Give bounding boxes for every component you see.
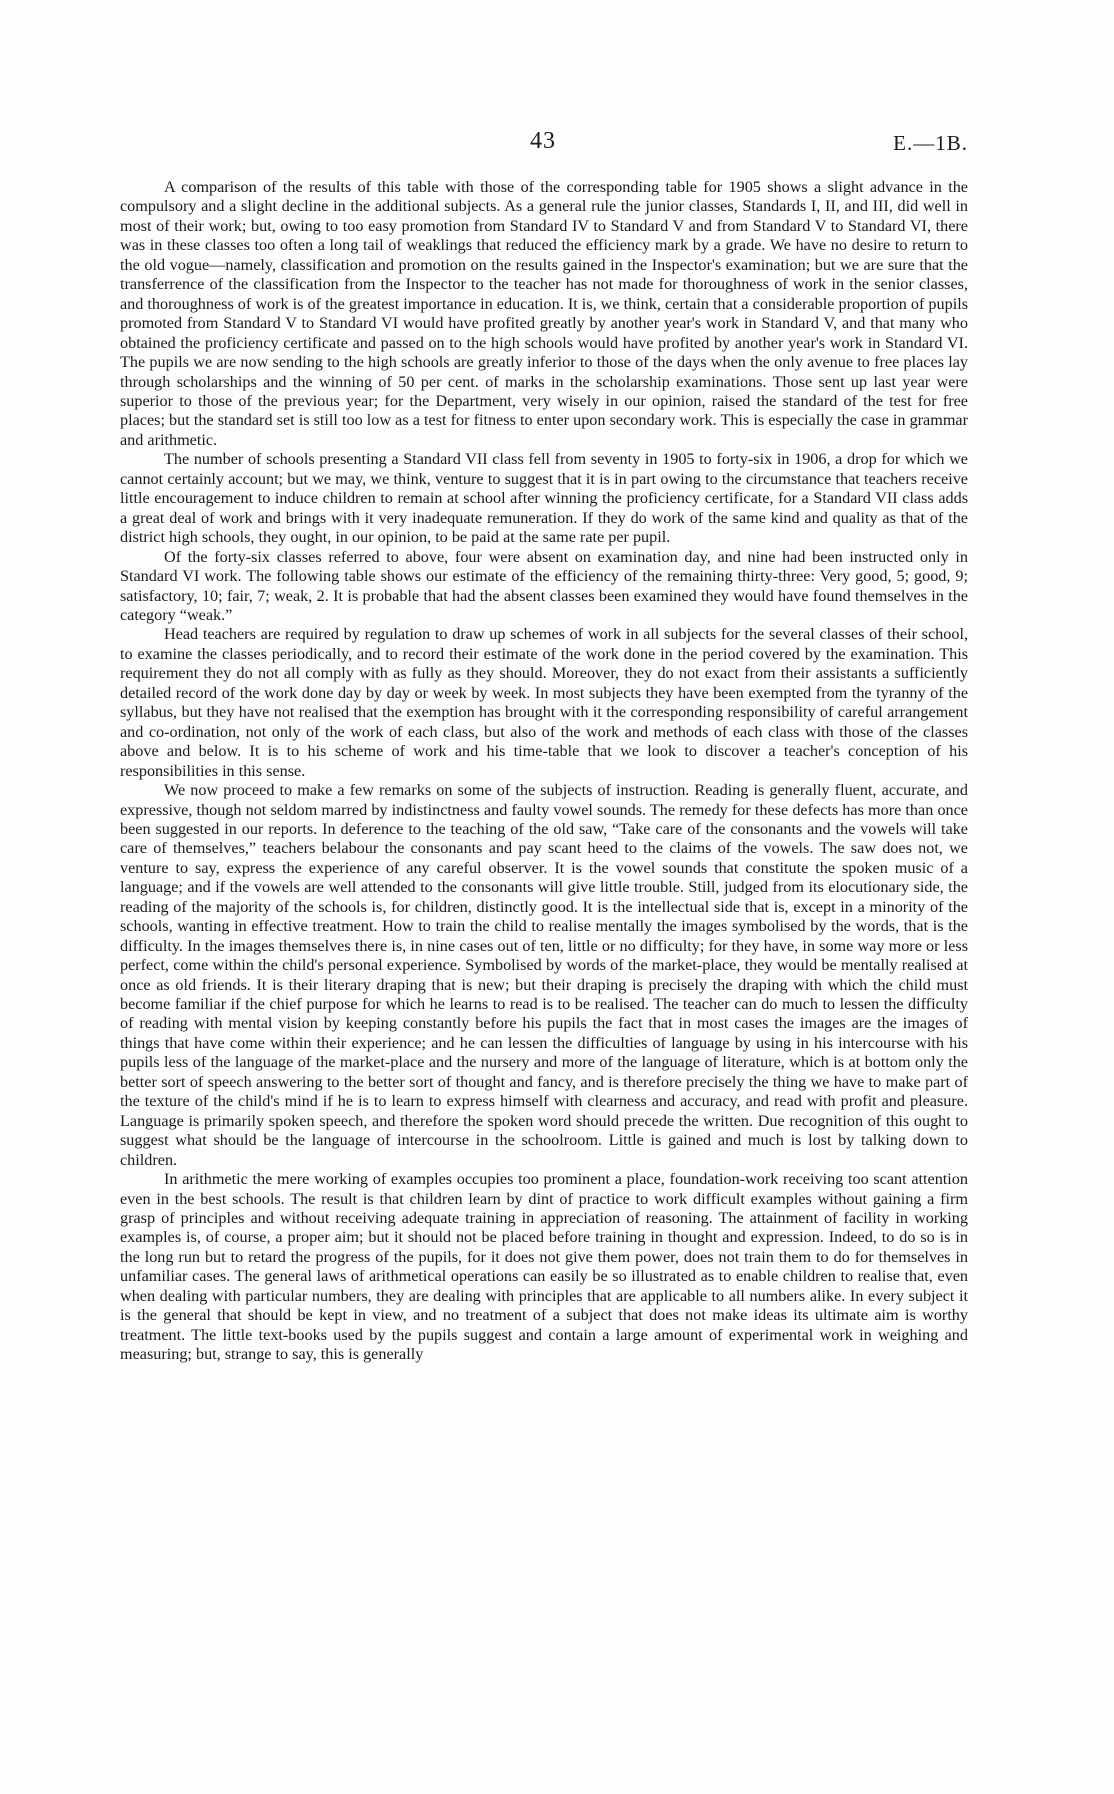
page-number: 43 [530, 128, 556, 154]
body-text [120, 178, 968, 1365]
paragraph-comparison: A comparison of the results of this table with those of the corresponding table for 1905 shows a slight advance in the compulsory and a slight decline in the additional subjects. As a general rule the junior classes, Standards I, II, and III, did well in most of their work; but, owing to too easy promotion from Standard IV to Standard V and from Standard V to Standard VI, there was in these classes too often a long tail of weaklings that reduced the efficiency mark by a grade. We have no desire to return to the old vogue—namely, classification and promotion on the results gained in the Inspector's examination; but we are sure that the transferrence of the classification from the Inspector to the teacher has not made for thoroughness of work in the senior classes, and thoroughness of work is of the greatest importance in education. It is, we think, certain that a considerable proportion of pupils promoted from Standard V to Standard VI would have profited greatly by another year's work in Standard V, and that many who obtained the proficiency certificate and passed on to the high schools would have profited by another year's work in Standard VI. The pupils we are now sending to the high schools are greatly inferior to those of the days when the only avenue to free places lay through scholarships and the winning of 50 per cent. of marks in the scholarship examinations. Those sent up last year were superior to those of the previous year; for the Department, very wisely in our opinion, raised the standard of the test for free places; but the standard set is still too low as a test for fitness to enter upon secondary work. This is especially the case in grammar and arithmetic. [120, 178, 968, 449]
document-reference: E.—1B. [893, 131, 968, 155]
paragraph-arithmetic: In arithmetic the mere working of examples occupies too prominent a place, foundation-work receiving too scant attention even in the best schools. The result is that children learn by dint of practice to work difficult examples without gaining a firm grasp of principles and without receiving adequate training in appreciation of reasoning. The attainment of facility in working examples is, of course, a proper aim; but it should not be placed before training in thought and expression. Indeed, to do so is in the long run but to retard the progress of the pupils, for it does not give them power, does not train them to do for themselves in unfamiliar cases. The general laws of arithmetical operations can easily be so illustrated as to enable children to realise that, even when dealing with particular numbers, they are dealing with principles that are applicable to all numbers alike. In every subject it is the general that should be kept in view, and no treatment of a subject that does not make ideas its ultimate aim is worthy treatment. The little text-books used by the pupils suggest and contain a large amount of experimental work in weighing and measuring; but, strange to say, this is generally [120, 1170, 968, 1364]
paragraph-reading: We now proceed to make a few remarks on some of the subjects of instruction. Reading is generally fluent, accurate, and expressive, though not seldom marred by indistinctness and faulty vowel sounds. The remedy for these defects has more than once been suggested in our reports. In deference to the teaching of the old saw, “Take care of the consonants and the vowels will take care of themselves,” teachers belabour the consonants and pay scant heed to the claims of the vowels. The saw does not, we venture to say, express the experience of any careful observer. It is the vowel sounds that constitute the spoken music of a language; and if the vowels are well attended to the consonants will give little trouble. Still, judged from its elocutionary side, the reading of the majority of the schools is, for children, distinctly good. It is the intellectual side that is, except in a minority of the schools, wanting in effective treatment. How to train the child to realise mentally the images symbolised by the words, that is the difficulty. In the images themselves there is, in nine cases out of ten, little or no difficulty; for they have, in some way more or less perfect, come within the child's personal experience. Symbolised by words of the market-place, they would be mentally realised at once as old friends. It is their literary draping that is new; but their draping is precisely the draping with which the child must become familiar if the chief purpose for which he learns to read is to be realised. The teacher can do much to lessen the difficulty of reading with mental vision by keeping constantly before his pupils the fact that in most cases the images are the images of things that have come within their experience; and he can lessen the difficulties of language by using in his intercourse with his pupils less of the language of the market-place and the nursery and more of the language of literature, which is at bottom only the better sort of speech answering to the better sort of thought and fancy, and is therefore precisely the thing we have to make part of the texture of the child's mind if he is to learn to express himself with clearness and accuracy, and read with profit and pleasure. Language is primarily spoken speech, and therefore the spoken word should precede the written. Due recognition of this ought to suggest what should be the language of intercourse in the schoolroom. Little is gained and much is lost by talking down to children. [120, 781, 968, 1169]
paragraph-head-teachers: Head teachers are required by regulation to draw up schemes of work in all subjects for the several classes of their school, to examine the classes periodically, and to record their estimate of the work done in the period covered by the examination. This requirement they do not all comply with as fully as they should. Moreover, they do not exact from their assistants a sufficiently detailed record of the work done day by day or week by week. In most subjects they have been exempted from the tyranny of the syllabus, but they have not realised that the exemption has brought with it the corresponding responsibility of careful arrangement and co-ordination, not only of the work of each class, but also of the work and methods of each class with those of the classes above and below. It is to his scheme of work and his time-table that we look to discover a teacher's conception of his responsibilities in this sense. [120, 625, 968, 780]
paragraph-classes-estimate: Of the forty-six classes referred to above, four were absent on examination day, and nine had been instructed only in Standard VI work. The following table shows our estimate of the efficiency of the remaining thirty-three: Very good, 5; good, 9; satisfactory, 10; fair, 7; weak, 2. It is probable that had the absent classes been examined they would have found themselves in the category “weak.” [120, 547, 968, 624]
paragraph-standard-vii: The number of schools presenting a Standard VII class fell from seventy in 1905 to forty-six in 1906, a drop for which we cannot certainly account; but we may, we think, venture to suggest that it is in part owing to the circumstance that teachers receive little encouragement to induce children to remain at school after winning the proficiency certificate, for a Standard VII class adds a great deal of work and brings with it very inadequate remuneration. If they do work of the same kind and quality as that of the district high schools, they ought, in our opinion, to be paid at the same rate per pupil. [120, 450, 968, 547]
